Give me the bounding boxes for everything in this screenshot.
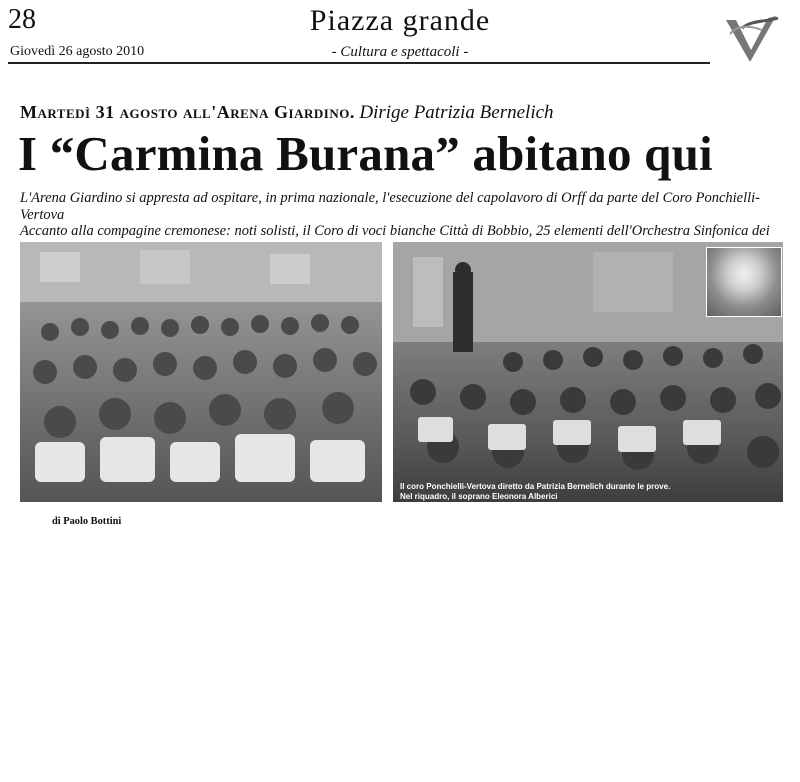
header-rule [8, 62, 710, 64]
page-number: 28 [8, 4, 36, 35]
byline: di Paolo Bottini [52, 516, 122, 527]
kicker-event: Martedì 31 agosto all'Arena Giardino. [20, 102, 355, 122]
choir-audience-photo [20, 242, 382, 502]
issue-date: Giovedì 26 agosto 2010 [10, 44, 145, 59]
kicker-director: Dirige Patrizia Bernelich [359, 102, 554, 123]
photo-caption [400, 482, 700, 502]
caption-line-1: Il coro Ponchielli-Vertova diretto da Patrizia Bernelich durante le prove. [400, 482, 671, 491]
article-headline: I “Carmina Burana” abitano qui [18, 126, 713, 181]
newspaper-logo [722, 14, 782, 66]
deck-line-2: Accanto alla compagine cremonese: noti solisti, il Coro di voci bianche Città di Bobbio, 25 elementi dell'Orchestra Sinfonica dei [20, 223, 770, 239]
soprano-portrait-inset [706, 247, 782, 317]
section-title: Piazza grande [309, 4, 491, 37]
caption-line-2: Nel riquadro, il soprano Eleonora Alberici [400, 492, 558, 501]
choir-photo-illustration [20, 242, 382, 502]
deck-line-1: L'Arena Giardino si appresta ad ospitare, in prima nazionale, l'esecuzione del capolavoro di Orff da parte del Coro Ponchielli-Vertova [20, 190, 761, 223]
article-kicker [20, 101, 554, 124]
subsection-title: - Cultura e spettacoli - [331, 44, 469, 60]
